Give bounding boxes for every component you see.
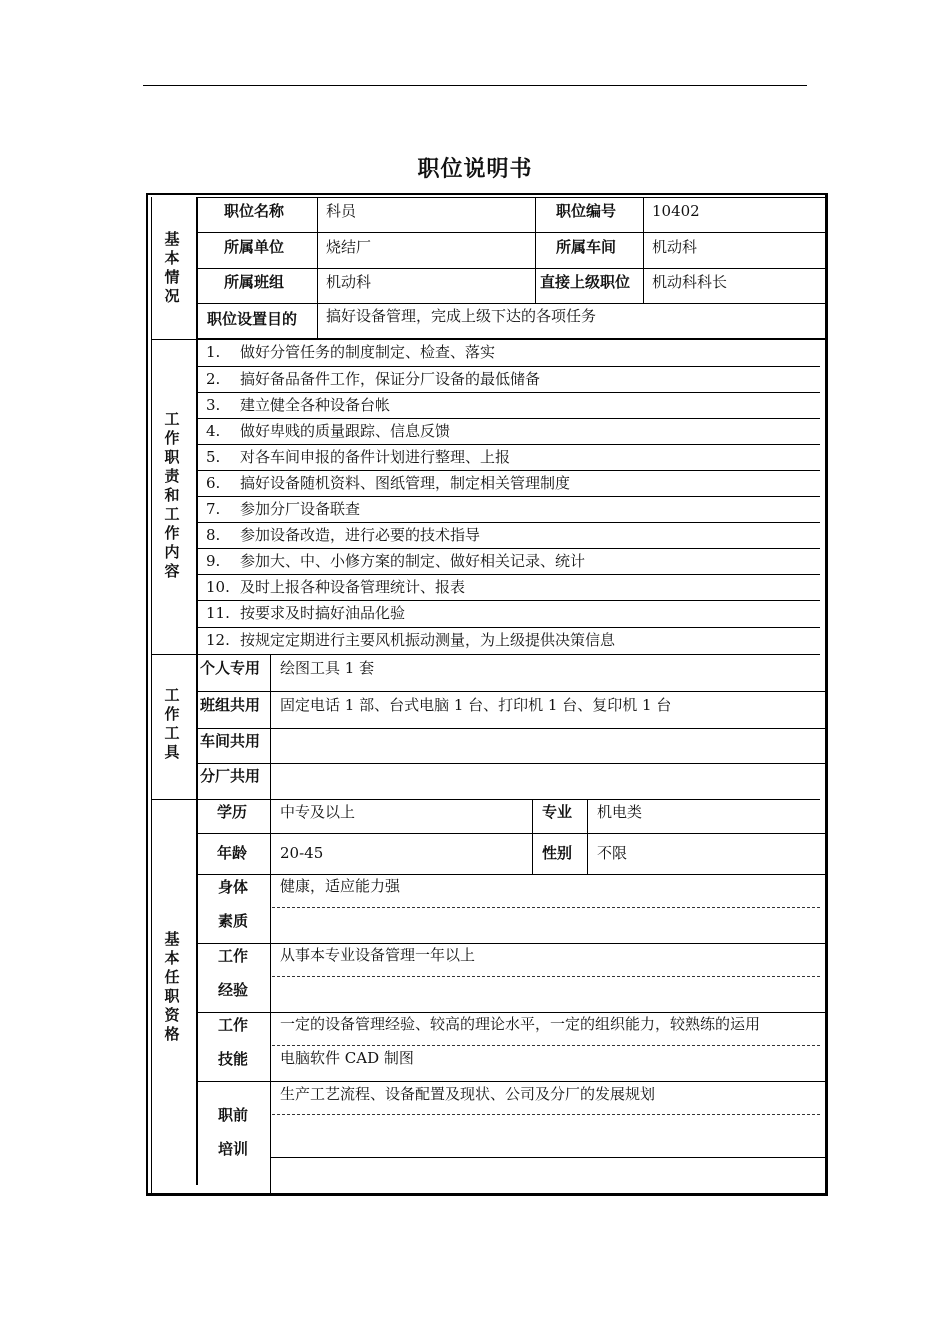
physical-label-2: 素质 [218, 912, 249, 930]
physical-dashed-rule [272, 907, 820, 908]
position-name-value: 科员 [326, 202, 357, 220]
experience-label-2: 经验 [218, 981, 249, 999]
unit-label: 所属单位 [224, 238, 285, 256]
purpose-value: 搞好设备管理，完成上级下达的各项任务 [326, 307, 597, 325]
duty-number: 8. [206, 526, 221, 544]
duty-item: 建立健全各种设备台帐 [240, 396, 391, 414]
experience-value: 从事本专业设备管理一年以上 [280, 946, 476, 964]
duty-number: 10. [206, 578, 230, 596]
header-rule [143, 85, 807, 86]
tool-personal-value: 绘图工具 1 套 [280, 659, 375, 677]
duty-item: 及时上报各种设备管理统计、报表 [240, 578, 466, 596]
duty-item: 搞好设备随机资料、图纸管理，制定相关管理制度 [240, 474, 571, 492]
duty-item: 按规定定期进行主要风机振动测量，为上级提供决策信息 [240, 631, 616, 649]
unit-value: 烧结厂 [326, 238, 372, 256]
duty-number: 11. [206, 604, 230, 622]
age-label: 年龄 [217, 844, 248, 862]
experience-dashed-rule [272, 976, 820, 977]
duty-number: 12. [206, 631, 230, 649]
age-value: 20-45 [280, 844, 324, 862]
duty-item: 做好分管任务的制度制定、检查、落实 [240, 343, 496, 361]
skills-label-2: 技能 [218, 1050, 249, 1068]
duty-number: 3. [206, 396, 221, 414]
experience-label-1: 工作 [218, 947, 249, 965]
training-label-2: 培训 [218, 1140, 249, 1158]
superior-value: 机动科科长 [652, 273, 728, 291]
tool-plant-label: 分厂共用 [200, 767, 261, 785]
education-value: 中专及以上 [280, 803, 356, 821]
tool-team-value: 固定电话 1 部、台式电脑 1 台、打印机 1 台、复印机 1 台 [280, 696, 672, 714]
team-label: 所属班组 [224, 273, 285, 291]
physical-value: 健康，适应能力强 [280, 877, 401, 895]
major-label: 专业 [542, 803, 573, 821]
workshop-value: 机动科 [652, 238, 698, 256]
duty-number: 5. [206, 448, 221, 466]
tool-team-label: 班组共用 [200, 696, 261, 714]
skills-value-line2: 电脑软件 CAD 制图 [280, 1049, 414, 1067]
workshop-label: 所属车间 [556, 238, 617, 256]
training-dashed-rule [272, 1114, 820, 1115]
duty-number: 7. [206, 500, 221, 518]
duty-item: 搞好备品备件工作，保证分厂设备的最低储备 [240, 370, 541, 388]
duty-item: 做好卑贱的质量跟踪、信息反馈 [240, 422, 451, 440]
section-label-tools: 工作工具 [164, 686, 180, 761]
section-label-basic: 基本情况 [164, 230, 180, 305]
team-value: 机动科 [326, 273, 372, 291]
training-label-1: 职前 [218, 1106, 249, 1124]
physical-label-1: 身体 [218, 878, 249, 896]
education-label: 学历 [217, 803, 248, 821]
duty-item: 参加分厂设备联查 [240, 500, 361, 518]
position-no-value: 10402 [652, 202, 700, 220]
document-title: 职位说明书 [417, 157, 533, 182]
duty-item: 参加大、中、小修方案的制定、做好相关记录、统计 [240, 552, 586, 570]
gender-value: 不限 [597, 844, 628, 862]
section-label-duties: 工作职责和工作内容 [164, 410, 180, 580]
duty-number: 6. [206, 474, 221, 492]
duty-item: 对各车间申报的备件计划进行整理、上报 [240, 448, 511, 466]
purpose-label: 职位设置目的 [207, 310, 298, 328]
position-name-label: 职位名称 [224, 202, 285, 220]
tool-personal-label: 个人专用 [200, 659, 261, 677]
skills-value-line1: 一定的设备管理经验、较高的理论水平，一定的组织能力，较熟练的运用 [280, 1015, 761, 1033]
duty-number: 4. [206, 422, 221, 440]
gender-label: 性别 [542, 844, 573, 862]
superior-label: 直接上级职位 [540, 273, 631, 291]
duty-number: 9. [206, 552, 221, 570]
duty-number: 1. [206, 343, 221, 361]
major-value: 机电类 [597, 803, 643, 821]
skills-label-1: 工作 [218, 1016, 249, 1034]
position-no-label: 职位编号 [556, 202, 617, 220]
duty-item: 按要求及时搞好油品化验 [240, 604, 406, 622]
training-value: 生产工艺流程、设备配置及现状、公司及分厂的发展规划 [280, 1085, 656, 1103]
skills-dashed-rule [272, 1045, 820, 1046]
tool-workshop-label: 车间共用 [200, 732, 261, 750]
duty-item: 参加设备改造，进行必要的技术指导 [240, 526, 481, 544]
section-label-qualifications: 基本 任职资格 [164, 930, 180, 1043]
duty-number: 2. [206, 370, 221, 388]
